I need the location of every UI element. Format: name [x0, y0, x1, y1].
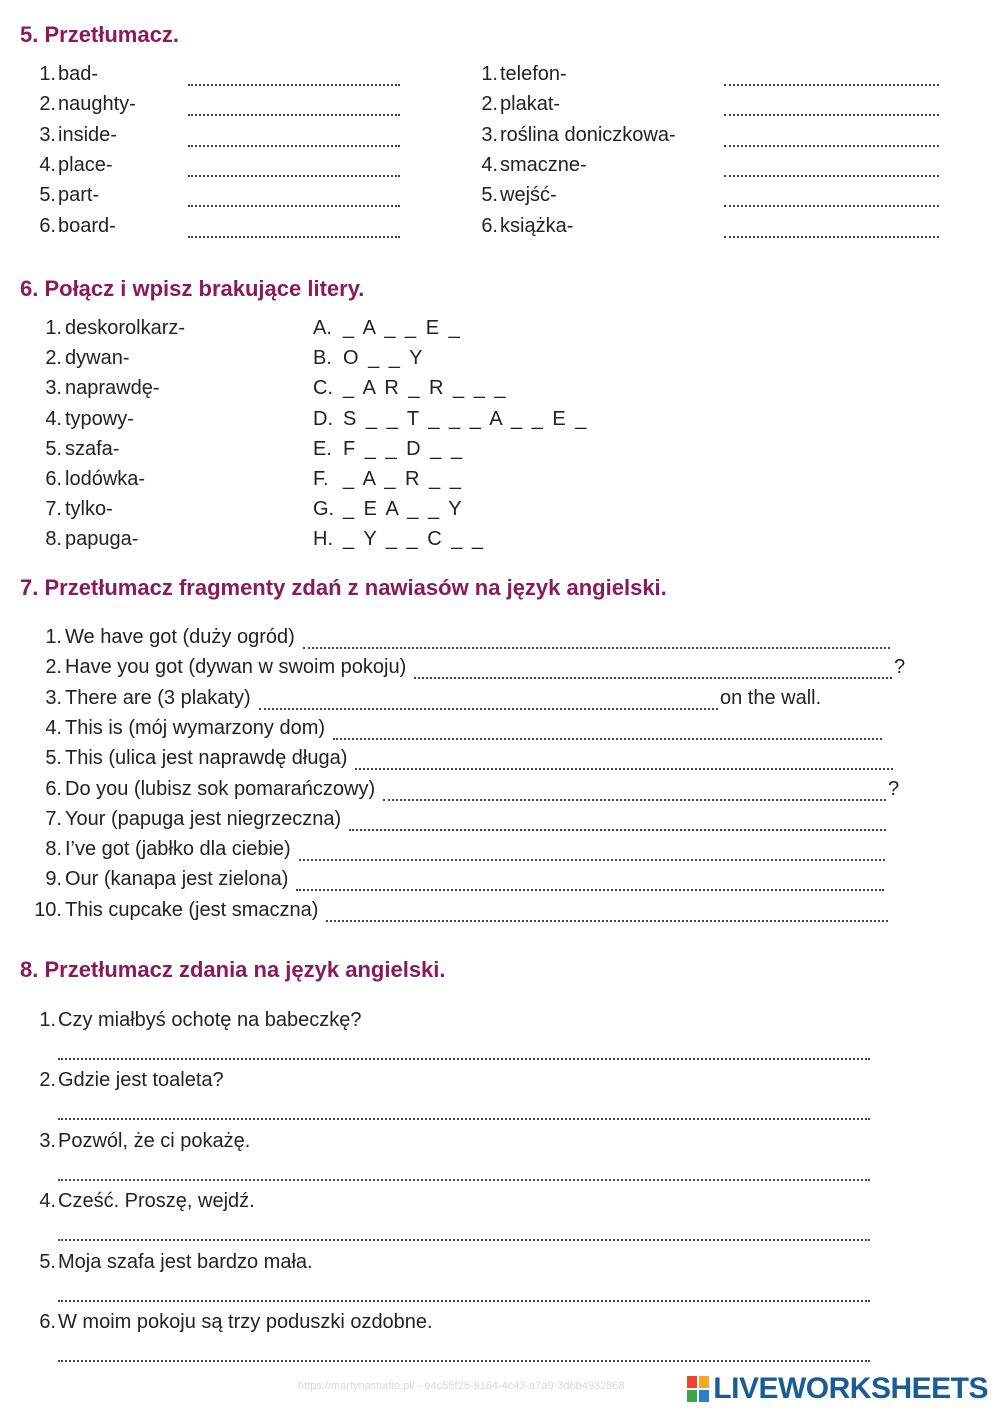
polish-sentence: Pozwól, że ci pokażę.: [58, 1129, 251, 1152]
polish-word: papuga-: [65, 528, 139, 551]
item-number: 1.: [45, 317, 62, 339]
sentence-fragment: There are (3 plakaty): [65, 686, 251, 709]
sentence-fragment: Our (kanapa jest zielona): [65, 868, 289, 891]
polish-word: tylko-: [65, 498, 113, 521]
item-number: 5.: [481, 184, 498, 207]
polish-sentence: Gdzie jest toaleta?: [58, 1069, 224, 1092]
item-number: 1.: [481, 63, 498, 85]
item-number: 5.: [39, 184, 56, 207]
section-8-title: 8. Przetłumacz zdania na język angielski.: [20, 957, 446, 982]
match-letter: C.: [313, 377, 333, 400]
letter-pattern[interactable]: O _ _ Y: [343, 347, 423, 370]
answer-blank[interactable]: [188, 205, 400, 207]
vocab-word: wejść-: [500, 184, 557, 207]
item-number: 2.: [39, 93, 56, 116]
section-5-title: 5. Przetłumacz.: [20, 22, 179, 47]
letter-pattern[interactable]: _ A _ _ E _: [343, 317, 460, 339]
answer-line[interactable]: [58, 1360, 870, 1362]
answer-blank[interactable]: [724, 205, 939, 207]
match-letter: F.: [313, 468, 329, 490]
polish-sentence: Cześć. Proszę, wejdź.: [58, 1190, 255, 1213]
item-number: 7.: [45, 498, 62, 521]
item-number: 2.: [45, 656, 62, 679]
answer-line[interactable]: [58, 1179, 870, 1181]
answer-line[interactable]: [58, 1058, 870, 1060]
item-number: 9.: [45, 868, 62, 891]
vocab-word: roślina doniczkowa-: [500, 123, 676, 146]
answer-line[interactable]: [58, 1300, 870, 1302]
answer-blank[interactable]: [188, 84, 400, 86]
section-7-title: 7. Przetłumacz fragmenty zdań z nawiasów na język angielski.: [20, 575, 667, 600]
answer-blank[interactable]: [414, 677, 892, 679]
answer-blank[interactable]: [724, 84, 939, 86]
polish-word: dywan-: [65, 347, 130, 370]
logo-mark-icon: [687, 1376, 709, 1402]
item-number: 2.: [39, 1069, 56, 1092]
answer-blank[interactable]: [724, 145, 939, 147]
answer-blank[interactable]: [259, 708, 718, 710]
sentence-fragment: This (ulica jest naprawdę długa): [65, 747, 348, 770]
sentence-fragment: This is (mój wymarzony dom): [65, 716, 326, 739]
answer-blank[interactable]: [333, 738, 882, 740]
match-letter: D.: [313, 407, 333, 430]
letter-pattern[interactable]: F _ _ D _ _: [343, 437, 462, 460]
vocab-word: part-: [58, 184, 100, 207]
vocab-word: telefon-: [500, 63, 567, 85]
letter-pattern[interactable]: _ A _ R _ _: [343, 468, 461, 490]
vocab-word: smaczne-: [500, 153, 587, 176]
sentence-ending: ?: [894, 656, 906, 679]
logo-square-icon: [687, 1376, 697, 1388]
match-letter: E.: [313, 437, 332, 460]
match-letter: G.: [313, 498, 335, 521]
answer-blank[interactable]: [303, 647, 890, 649]
sentence-fragment: I’ve got (jabłko dla ciebie): [65, 838, 291, 861]
item-number: 7.: [45, 807, 62, 830]
logo-square-icon: [687, 1390, 697, 1402]
letter-pattern[interactable]: _ Y _ _ C _ _: [343, 528, 484, 551]
item-number: 3.: [45, 377, 62, 400]
logo-text: LIVEWORKSHEETS: [713, 1372, 988, 1405]
item-number: 1.: [45, 626, 62, 648]
item-number: 2.: [45, 347, 62, 370]
item-number: 2.: [481, 93, 498, 116]
item-number: 4.: [39, 1190, 56, 1213]
item-number: 8.: [45, 528, 62, 551]
sentence-fragment: We have got (duży ogród): [65, 626, 295, 648]
answer-blank[interactable]: [296, 889, 884, 891]
match-letter: B.: [313, 347, 332, 370]
match-letter: H.: [313, 528, 333, 551]
logo-square-icon: [699, 1390, 709, 1402]
vocab-word: inside-: [58, 123, 117, 146]
polish-word: typowy-: [65, 407, 134, 430]
sentence-fragment: Your (papuga jest niegrzeczna): [65, 807, 342, 830]
liveworksheets-logo: [687, 1372, 988, 1406]
sentence-ending: ?: [888, 777, 900, 800]
polish-word: naprawdę-: [65, 377, 160, 400]
sentence-ending: on the wall.: [720, 686, 822, 709]
polish-word: deskorolkarz-: [65, 317, 186, 339]
answer-blank[interactable]: [349, 829, 886, 831]
answer-blank[interactable]: [188, 145, 400, 147]
vocab-word: naughty-: [58, 93, 136, 116]
vocab-word: place-: [58, 153, 113, 176]
vocab-word: bad-: [58, 63, 99, 85]
item-number: 6.: [45, 777, 62, 800]
letter-pattern[interactable]: _ E A _ _ Y: [343, 498, 462, 521]
answer-line[interactable]: [58, 1118, 870, 1120]
sentence-fragment: This cupcake (jest smaczna): [65, 898, 319, 921]
vocab-word: board-: [58, 214, 116, 237]
polish-sentence: Czy miałbyś ochotę na babeczkę?: [58, 1009, 362, 1031]
answer-blank[interactable]: [355, 768, 893, 770]
polish-sentence: Moja szafa jest bardzo mała.: [58, 1250, 313, 1273]
item-number: 1.: [39, 1009, 56, 1031]
sentence-fragment: Do you (lubisz sok pomarańczowy): [65, 777, 376, 800]
item-number: 6.: [45, 468, 62, 490]
item-number: 6.: [39, 1311, 56, 1333]
answer-blank[interactable]: [188, 114, 400, 116]
match-letter: A.: [313, 317, 332, 339]
answer-blank[interactable]: [188, 175, 400, 177]
item-number: 5.: [39, 1250, 56, 1273]
vocab-word: plakat-: [500, 93, 561, 116]
polish-word: szafa-: [65, 437, 120, 460]
item-number: 5.: [45, 747, 62, 770]
item-number: 3.: [45, 686, 62, 709]
item-number: 6.: [481, 214, 498, 237]
watermark-url: https://martynastudio.pl/ - e4c55f25-9164-4c43-a7a9-3d6b4932868: [298, 1380, 625, 1392]
sentence-fragment: Have you got (dywan w swoim pokoju): [65, 656, 407, 679]
item-number: 1.: [39, 63, 56, 85]
letter-pattern[interactable]: S _ _ T _ _ _ A _ _ E _: [343, 407, 587, 430]
answer-blank[interactable]: [724, 114, 939, 116]
section-6-title: 6. Połącz i wpisz brakujące litery.: [20, 276, 365, 301]
answer-blank[interactable]: [383, 799, 886, 801]
answer-blank[interactable]: [326, 920, 888, 922]
item-number: 6.: [39, 214, 56, 237]
polish-word: lodówka-: [65, 468, 146, 490]
answer-blank[interactable]: [724, 236, 939, 238]
letter-pattern[interactable]: _ A R _ R _ _ _: [343, 377, 506, 400]
polish-sentence: W moim pokoju są trzy poduszki ozdobne.: [58, 1311, 433, 1333]
item-number: 4.: [39, 153, 56, 176]
item-number: 4.: [45, 716, 62, 739]
item-number: 8.: [45, 838, 62, 861]
answer-line[interactable]: [58, 1239, 870, 1241]
answer-blank[interactable]: [188, 236, 400, 238]
answer-blank[interactable]: [724, 175, 939, 177]
item-number: 3.: [481, 123, 498, 146]
item-number: 4.: [481, 153, 498, 176]
item-number: 4.: [45, 407, 62, 430]
item-number: 5.: [45, 437, 62, 460]
answer-blank[interactable]: [299, 859, 885, 861]
item-number: 3.: [39, 1129, 56, 1152]
vocab-word: książka-: [500, 214, 574, 237]
item-number: 3.: [39, 123, 56, 146]
item-number: 10.: [34, 898, 62, 921]
logo-square-icon: [699, 1376, 709, 1388]
